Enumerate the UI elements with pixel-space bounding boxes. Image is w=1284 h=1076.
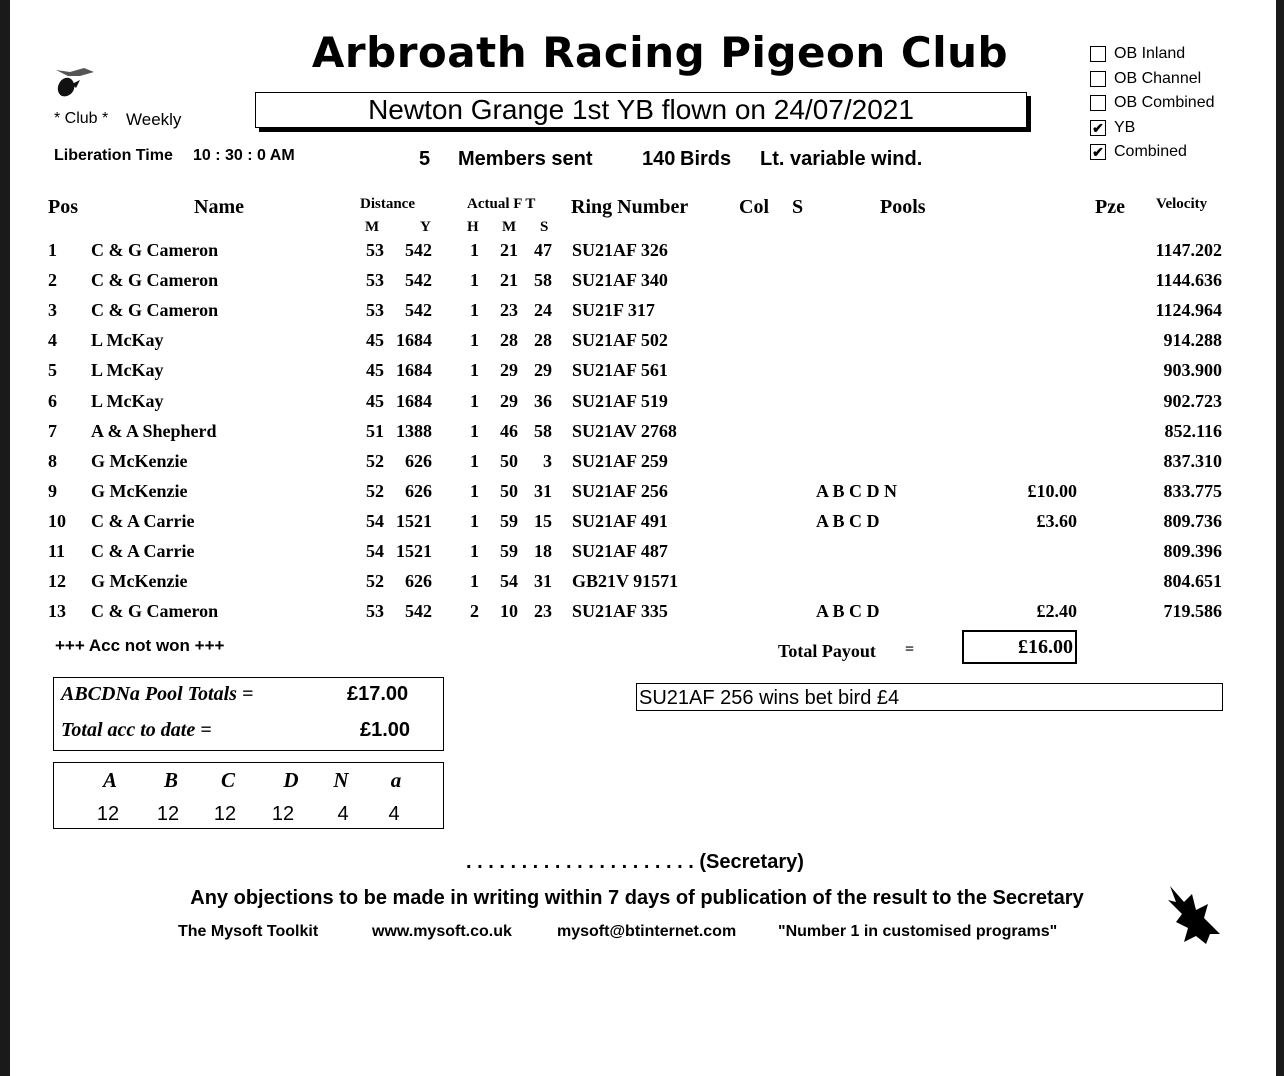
row-prize: £3.60 [1036, 510, 1077, 531]
row-prize: £2.40 [1036, 601, 1077, 622]
row-name: L McKay [91, 330, 164, 351]
col-pos: Pos [48, 196, 78, 218]
row-minutes: 21 [500, 270, 518, 291]
row-pools: A B C D [816, 510, 880, 531]
row-seconds: 3 [543, 450, 552, 471]
toolkit-label: The Mysoft Toolkit [178, 923, 319, 940]
race-title: Newton Grange 1st YB flown on 24/07/2021 [255, 92, 1027, 128]
row-name: C & G Cameron [91, 601, 219, 622]
option-yb[interactable]: ✔ YB [1090, 116, 1215, 141]
bet-bird-note: SU21AF 256 wins bet bird £4 [636, 683, 1223, 711]
row-minutes: 59 [500, 510, 518, 531]
row-name: G McKenzie [91, 571, 188, 592]
table-row [0, 451, 1284, 481]
row-seconds: 31 [534, 480, 552, 501]
slogan: "Number 1 in customised programs" [778, 923, 1058, 940]
row-name: C & G Cameron [91, 270, 219, 291]
row-velocity: 833.775 [1163, 480, 1222, 501]
col-dist-y: Y [420, 219, 431, 235]
row-ring-number: SU21AF 519 [572, 390, 668, 411]
col-dist-m: M [365, 219, 380, 235]
row-pos: 6 [48, 390, 57, 411]
pool-c-count: 12 [213, 803, 237, 825]
table-row [0, 601, 1284, 631]
row-hours: 2 [470, 601, 479, 622]
row-dist-miles: 52 [366, 480, 384, 501]
row-seconds: 15 [534, 510, 552, 531]
row-minutes: 10 [500, 601, 518, 622]
row-pos: 10 [48, 510, 66, 531]
option-ob-inland[interactable]: OB Inland [1090, 42, 1215, 67]
row-minutes: 29 [500, 390, 518, 411]
row-seconds: 24 [534, 300, 552, 321]
col-name: Name [194, 196, 244, 218]
pool-d-header: D [283, 768, 299, 792]
pool-d-count: 12 [271, 803, 295, 825]
pool-a-header: A [102, 768, 117, 792]
pool-c-header: C [220, 768, 235, 792]
row-velocity: 809.736 [1163, 510, 1222, 531]
row-seconds: 58 [534, 270, 552, 291]
table-row [0, 541, 1284, 571]
row-minutes: 29 [500, 360, 518, 381]
row-minutes: 50 [500, 480, 518, 501]
row-pos: 2 [48, 270, 57, 291]
row-hours: 1 [470, 510, 479, 531]
pool-b-header: B [163, 768, 178, 792]
row-pools: A B C D [816, 601, 880, 622]
row-ring-number: SU21AF 502 [572, 330, 668, 351]
race-type-options [1090, 42, 1215, 165]
row-velocity: 902.723 [1163, 390, 1222, 411]
club-logo-icon [50, 58, 100, 108]
row-pos: 5 [48, 360, 57, 381]
row-ring-number: SU21F 317 [572, 300, 655, 321]
row-velocity: 852.116 [1164, 420, 1222, 441]
row-prize: £10.00 [1027, 480, 1077, 501]
row-dist-miles: 45 [366, 330, 384, 351]
page-title: Arbroath Racing Pigeon Club [311, 28, 1009, 77]
table-row [0, 360, 1284, 390]
row-ring-number: SU21AF 487 [572, 541, 668, 561]
row-name: C & G Cameron [91, 300, 219, 321]
row-ring-number: SU21AF 491 [572, 510, 668, 531]
acc-to-date-value: £1.00 [360, 719, 411, 741]
row-dist-yards: 626 [405, 450, 432, 471]
row-velocity: 1147.202 [1155, 240, 1222, 260]
col-ring-number: Ring Number [571, 196, 689, 218]
table-row [0, 330, 1284, 360]
row-dist-miles: 52 [366, 450, 384, 471]
row-seconds: 58 [534, 420, 552, 441]
row-hours: 1 [470, 240, 479, 260]
row-seconds: 47 [534, 240, 552, 260]
col-s: S [540, 219, 549, 235]
row-name: C & A Carrie [91, 541, 195, 561]
acc-to-date-label: Total acc to date = [61, 719, 212, 741]
pool-a-lower-count: 4 [388, 803, 400, 825]
row-velocity: 837.310 [1163, 450, 1222, 471]
option-ob-channel[interactable]: OB Channel [1090, 67, 1215, 92]
total-payout-value: £16.00 [962, 630, 1077, 664]
table-row [0, 391, 1284, 421]
birds-count: 140 [642, 148, 676, 170]
option-ob-combined[interactable]: OB Combined [1090, 91, 1215, 116]
row-velocity: 903.900 [1163, 360, 1222, 381]
row-hours: 1 [470, 330, 479, 351]
row-name: G McKenzie [91, 450, 188, 471]
row-pos: 12 [48, 571, 66, 592]
pool-totals-label: ABCDNa Pool Totals = [61, 683, 254, 705]
row-velocity: 1144.636 [1155, 270, 1222, 291]
row-hours: 1 [470, 420, 479, 441]
row-hours: 1 [470, 300, 479, 321]
row-ring-number: SU21AF 326 [572, 240, 668, 260]
birds-label: Birds [680, 148, 732, 170]
row-dist-miles: 52 [366, 571, 384, 592]
row-dist-miles: 53 [366, 240, 384, 260]
row-dist-yards: 542 [405, 240, 432, 260]
row-hours: 1 [470, 571, 479, 592]
table-row [0, 300, 1284, 330]
pool-totals-value: £17.00 [347, 683, 409, 705]
col-velocity: Velocity [1156, 196, 1208, 212]
col-h: H [467, 219, 479, 235]
row-ring-number: SU21AF 256 [572, 480, 668, 501]
row-dist-miles: 53 [366, 270, 384, 291]
col-pools: Pools [880, 196, 926, 218]
row-dist-yards: 542 [405, 300, 432, 321]
row-dist-yards: 1521 [396, 541, 432, 561]
col-colour: Col [739, 196, 769, 218]
row-dist-yards: 1684 [396, 360, 432, 381]
checkbox[interactable] [1090, 71, 1106, 87]
row-pos: 8 [48, 450, 57, 471]
row-seconds: 23 [534, 601, 552, 622]
row-ring-number: SU21AF 340 [572, 270, 668, 291]
email-link[interactable]: mysoft@btinternet.com [557, 923, 737, 940]
row-name: L McKay [91, 390, 164, 411]
checkbox[interactable]: ✔ [1090, 144, 1106, 160]
row-pools: A B C D N [816, 480, 898, 501]
row-minutes: 46 [500, 420, 518, 441]
members-count: 5 [419, 148, 431, 170]
row-minutes: 54 [500, 571, 518, 592]
row-ring-number: SU21AV 2768 [572, 420, 677, 441]
weather-label: Lt. variable wind. [760, 148, 923, 170]
row-seconds: 18 [534, 541, 552, 561]
row-velocity: 809.396 [1163, 541, 1222, 561]
row-hours: 1 [470, 450, 479, 471]
row-pos: 7 [48, 420, 57, 441]
row-ring-number: GB21V 91571 [572, 571, 679, 592]
row-dist-miles: 54 [366, 510, 384, 531]
row-seconds: 36 [534, 390, 552, 411]
row-minutes: 23 [500, 300, 518, 321]
row-pos: 3 [48, 300, 57, 321]
row-pos: 1 [48, 240, 57, 260]
row-ring-number: SU21AF 561 [572, 360, 668, 381]
row-name: C & G Cameron [91, 240, 219, 260]
row-dist-yards: 1684 [396, 330, 432, 351]
acc-note: +++ Acc not won +++ [55, 636, 225, 655]
row-hours: 1 [470, 390, 479, 411]
row-velocity: 719.586 [1163, 601, 1222, 622]
liberation-label: Liberation Time [54, 147, 173, 164]
secretary-signature-line: . . . . . . . . . . . . . . . . . . . . . (Secretary) [466, 851, 804, 873]
row-dist-miles: 53 [366, 300, 384, 321]
row-dist-miles: 51 [366, 420, 384, 441]
row-hours: 1 [470, 480, 479, 501]
row-seconds: 29 [534, 360, 552, 381]
checkbox[interactable] [1090, 95, 1106, 111]
option-combined[interactable]: ✔ Combined [1090, 140, 1215, 165]
col-actual-ft: Actual F T [467, 196, 536, 212]
table-row [0, 270, 1284, 300]
row-pos: 4 [48, 330, 57, 351]
row-minutes: 59 [500, 541, 518, 561]
row-name: C & A Carrie [91, 510, 195, 531]
pool-totals-box [53, 677, 444, 751]
col-prize: Pze [1095, 196, 1125, 218]
row-dist-yards: 1521 [396, 510, 432, 531]
row-dist-miles: 53 [366, 601, 384, 622]
row-dist-miles: 45 [366, 390, 384, 411]
objections-notice: Any objections to be made in writing within 7 days of publication of the result to the Secretary [190, 887, 1084, 909]
row-ring-number: SU21AF 335 [572, 601, 668, 622]
total-payout-label: Total Payout [778, 641, 876, 661]
row-dist-miles: 45 [366, 360, 384, 381]
table-row [0, 571, 1284, 601]
table-row [0, 481, 1284, 511]
total-payout-equals: = [905, 641, 915, 658]
row-minutes: 28 [500, 330, 518, 351]
row-dist-yards: 626 [405, 480, 432, 501]
checkbox[interactable]: ✔ [1090, 120, 1106, 136]
pool-n-header: N [333, 768, 349, 792]
checkbox[interactable] [1090, 46, 1106, 62]
row-dist-yards: 1684 [396, 390, 432, 411]
liberation-time: 10 : 30 : 0 AM [193, 147, 295, 164]
col-m: M [502, 219, 517, 235]
row-pos: 11 [48, 541, 66, 561]
row-seconds: 28 [534, 330, 552, 351]
row-velocity: 804.651 [1163, 571, 1222, 592]
row-dist-yards: 626 [405, 571, 432, 592]
row-pos: 13 [48, 601, 66, 622]
pool-n-count: 4 [337, 803, 349, 825]
row-seconds: 31 [534, 571, 552, 592]
pool-a-lower-header: a [390, 768, 402, 792]
row-ring-number: SU21AF 259 [572, 450, 668, 471]
row-name: G McKenzie [91, 480, 188, 501]
row-velocity: 1124.964 [1155, 300, 1222, 321]
row-hours: 1 [470, 360, 479, 381]
club-label: * Club * [54, 110, 109, 127]
row-hours: 1 [470, 270, 479, 291]
table-row [0, 240, 1284, 270]
table-row [0, 421, 1284, 451]
row-name: A & A Shepherd [91, 420, 217, 441]
frequency-label: Weekly [126, 110, 182, 129]
col-sex: S [792, 196, 804, 218]
pigeon-icon [1162, 884, 1224, 948]
pool-counts-box [53, 762, 444, 829]
row-minutes: 21 [500, 240, 518, 260]
pool-a-count: 12 [96, 803, 120, 825]
row-velocity: 914.288 [1163, 330, 1222, 351]
row-name: L McKay [91, 360, 164, 381]
pool-b-count: 12 [156, 803, 180, 825]
members-label: Members sent [458, 148, 593, 170]
row-dist-yards: 542 [405, 270, 432, 291]
row-minutes: 50 [500, 450, 518, 471]
row-hours: 1 [470, 541, 479, 561]
row-dist-yards: 1388 [396, 420, 432, 441]
row-dist-yards: 542 [405, 601, 432, 622]
row-pos: 9 [48, 480, 57, 501]
col-distance: Distance [360, 196, 415, 212]
website-link[interactable]: www.mysoft.co.uk [372, 923, 512, 940]
row-dist-miles: 54 [366, 541, 384, 561]
table-row [0, 511, 1284, 541]
